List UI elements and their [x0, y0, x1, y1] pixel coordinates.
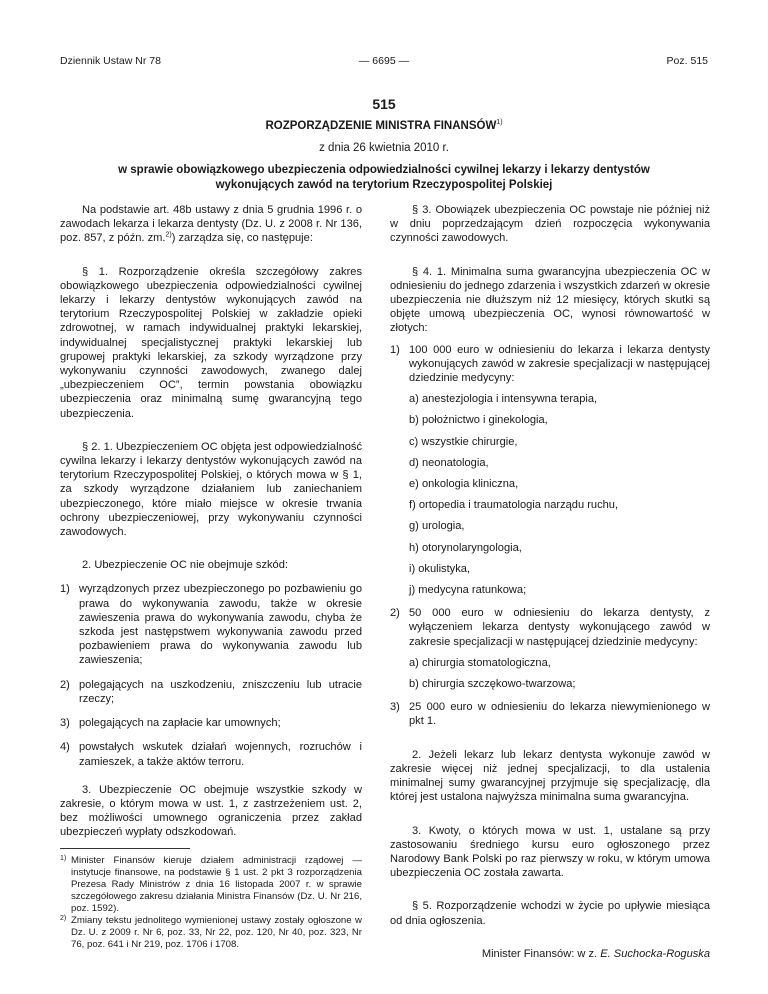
footnote-ref-1: 1): [496, 119, 503, 127]
sum-item-1: [390, 343, 710, 386]
preamble-a: Na podstawie art. 48b ustawy z dnia 5 grudnia 1996 r. o zawodach lekarza i lekarza dentysty (Dz. U. z 2008 r. Nr 136, poz. 857, z późn. zm.: [60, 204, 362, 245]
sum-item-3: [390, 700, 710, 728]
paragraph-4-2: 2. Jeżeli lekarz lub lekarz dentysta wykonuje zawód w zakresie więcej niż jednej specjalizacji, to dla ustalenia minimalnej sumy gwarancyjnej przyjmuje się specjalizację, dla której jest ustalona najwyższa minimalna suma gwarancyjna.: [390, 748, 710, 804]
act-date: z dnia 26 kwietnia 2010 r.: [319, 142, 449, 154]
footnote-divider: [60, 848, 190, 849]
specialization: g) urologia,: [409, 520, 465, 533]
exclusion-number: 3): [60, 717, 70, 730]
item-number: 2): [390, 607, 400, 620]
footnote-text: Minister Finansów kieruje działem administracji rządowej — instytucje finansowe, na podstawie § 1 ust. 2 pkt 3 rozporządzenia Prezesa Rady Ministrów z dnia 16 listopada 2007 r. w sprawie szczegółowego zakresu działania Ministra Finansów (Dz. U. Nr 216, poz. 1592).: [71, 854, 362, 914]
exclusion-text: wyrządzonych przez ubezpieczonego po pozbawieniu go prawa do wykonywania zawodu, także w okresie zawieszenia prawa do wykonywania zawodu, chyba że szkoda jest następstwem wykonywania zawodu przed pozbawieniem prawa do wykonywania zawodu lub zawieszenia;: [79, 583, 362, 667]
act-number: 515: [372, 96, 396, 112]
specialization: b) położnictwo i ginekologia,: [409, 414, 548, 427]
signature-name: E. Suchocka-Roguska: [600, 947, 710, 960]
paragraph-1: § 1. Rozporządzenie określa szczegółowy zakres obowiązkowego ubezpieczenia odpowiedzialności cywilnej lekarzy i lekarzy dentystów wykonujących zawód na terytorium Rzeczypospolitej Polskiej w zakładzie opieki zdrowotnej, w ramach indywidualnej praktyki lekarskiej, indywidualnej specjalistycznej praktyki lekarskiej lub grupowej praktyki lekarskiej, za szkody wyrządzone przy wykonywaniu czynności zawodowych, zwanego dalej „ubezpieczeniem OC”, termin powstania obowiązku ubezpieczenia oraz minimalną sumę gwarancyjną tego ubezpieczenia.: [60, 265, 362, 420]
paragraph-2-3: 3. Ubezpieczenie OC obejmuje wszystkie szkody w zakresie, o którym mowa w ust. 1, z zastrzeżeniem ust. 2, bez możliwości umownego ograniczenia przez zakład ubezpieczeń wypłaty odszkodowań.: [60, 783, 362, 839]
specialization-list-1: [390, 392, 710, 597]
paragraph-2-2: 2. Ubezpieczenie OC nie obejmuje szkód:: [82, 559, 288, 572]
item-number: 3): [390, 701, 400, 714]
paragraph-4-3: 3. Kwoty, o których mowa w ust. 1, ustalane są przy zastosowaniu średniego kursu euro ogłoszonego przez Narodowy Bank Polski po raz pierwszy w roku, w którym umowa ubezpieczenia OC została zawarta.: [390, 824, 710, 880]
preamble-b: ) zarządza się, co następuje:: [171, 232, 313, 245]
footnote: [60, 915, 362, 951]
footnote-text: Zmiany tekstu jednolitego wymienionej ustawy zostały ogłoszone w Dz. U. z 2009 r. Nr 6, poz. 33, Nr 22, poz. 120, Nr 40, poz. 323, Nr 76, poz. 641 i Nr 219, poz. 1706 i 1708.: [71, 914, 362, 950]
item-text: 50 000 euro w odniesieniu do lekarza dentysty, z wyłączeniem lekarza dentysty wykonującego zawód w zakresie specjalizacji w następującej dziedzinie medycyny:: [409, 607, 710, 648]
page-number: — 6695 —: [358, 55, 410, 67]
left-column: [60, 203, 362, 951]
exclusion-text: polegających na uszkodzeniu, zniszczeniu lub utracie rzeczy;: [79, 678, 362, 705]
exclusion-item: [60, 678, 362, 706]
act-subject: w sprawie obowiązkowego ubezpieczenia odpowiedzialności cywilnej lekarzy i lekarzy dentystów wykonujących zawód na terytorium Rzeczypospolitej Polskiej: [118, 164, 650, 191]
sum-item-2: [390, 606, 710, 649]
exclusion-item: [60, 716, 362, 730]
specialization: j) medycyna ratunkowa;: [409, 584, 527, 597]
exclusion-text: polegających na zapłacie kar umownych;: [79, 717, 281, 730]
exclusion-number: 2): [60, 678, 70, 691]
footnote-number: 2): [60, 914, 67, 922]
item-number: 1): [390, 343, 400, 356]
specialization: d) neonatologia,: [409, 456, 489, 469]
specialization: h) otorynolaryngologia,: [409, 541, 522, 554]
specialization: a) chirurgia stomatologiczna,: [409, 656, 551, 669]
position-number: Poz. 515: [666, 55, 708, 67]
exclusion-item: [60, 582, 362, 667]
paragraph-2-1: § 2. 1. Ubezpieczeniem OC objęta jest odpowiedzialność cywilna lekarzy i lekarzy dentystów wykonujących zawód na terytorium Rzeczypospolitej Polskiej, o których mowa w § 1, za szkody wyrządzone działaniem lub zaniechaniem ubezpieczonego, które miało miejsce w okresie trwania ochrony ubezpieczeniowej, przy wykonywaniu czynności zawodowych.: [60, 440, 362, 539]
journal-name: Dziennik Ustaw Nr 78: [60, 55, 161, 67]
exclusion-item: [60, 740, 362, 768]
specialization: a) anestezjologia i intensywna terapia,: [409, 393, 598, 406]
paragraph-4-1: § 4. 1. Minimalna suma gwarancyjna ubezpieczenia OC w odniesieniu do jednego zdarzenia i wszystkich zdarzeń w okresie ubezpieczenia nie dłuższym niż 12 miesięcy, których skutki są objęte umową ubezpieczenia OC, wynosi równowartość w złotych:: [390, 265, 710, 335]
specialization: i) okulistyka,: [409, 562, 471, 575]
item-text: 25 000 euro w odniesieniu do lekarza niewymienionego w pkt 1.: [409, 701, 710, 728]
signature: [390, 947, 710, 961]
act-title: [0, 120, 768, 132]
exclusion-number: 1): [60, 583, 70, 596]
signature-prefix: Minister Finansów: w z.: [481, 947, 598, 960]
exclusion-number: 4): [60, 741, 70, 754]
act-title-text: ROZPORZĄDZENIE MINISTRA FINANSÓW: [265, 120, 497, 132]
item-text: 100 000 euro w odniesieniu do lekarza i lekarza dentysty wykonujących zawód w zakresie specjalizacji w następującej dziedzinie medycyny:: [409, 343, 710, 385]
specialization: b) chirurgia szczękowo-twarzowa;: [409, 678, 576, 691]
footnote-number: 1): [60, 854, 67, 862]
specialization-list-2: [390, 656, 710, 691]
paragraph-5: § 5. Rozporządzenie wchodzi w życie po upływie miesiąca od dnia ogłoszenia.: [390, 900, 710, 927]
footnote: [60, 855, 362, 915]
preamble: [60, 203, 362, 246]
specialization: f) ortopedia i traumatologia narządu ruchu,: [409, 499, 619, 512]
paragraph-3: § 3. Obowiązek ubezpieczenia OC powstaje nie później niż w dniu poprzedzającym dzień rozpoczęcia wykonywania czynności zawodowych.: [390, 204, 710, 245]
footnote-ref-2: 2): [165, 231, 172, 239]
right-column: [390, 203, 710, 961]
specialization: e) onkologia kliniczna,: [409, 478, 519, 491]
specialization: c) wszystkie chirurgie,: [409, 435, 518, 448]
exclusion-text: powstałych wskutek działań wojennych, rozruchów i zamieszek, a także aktów terroru.: [79, 741, 362, 768]
